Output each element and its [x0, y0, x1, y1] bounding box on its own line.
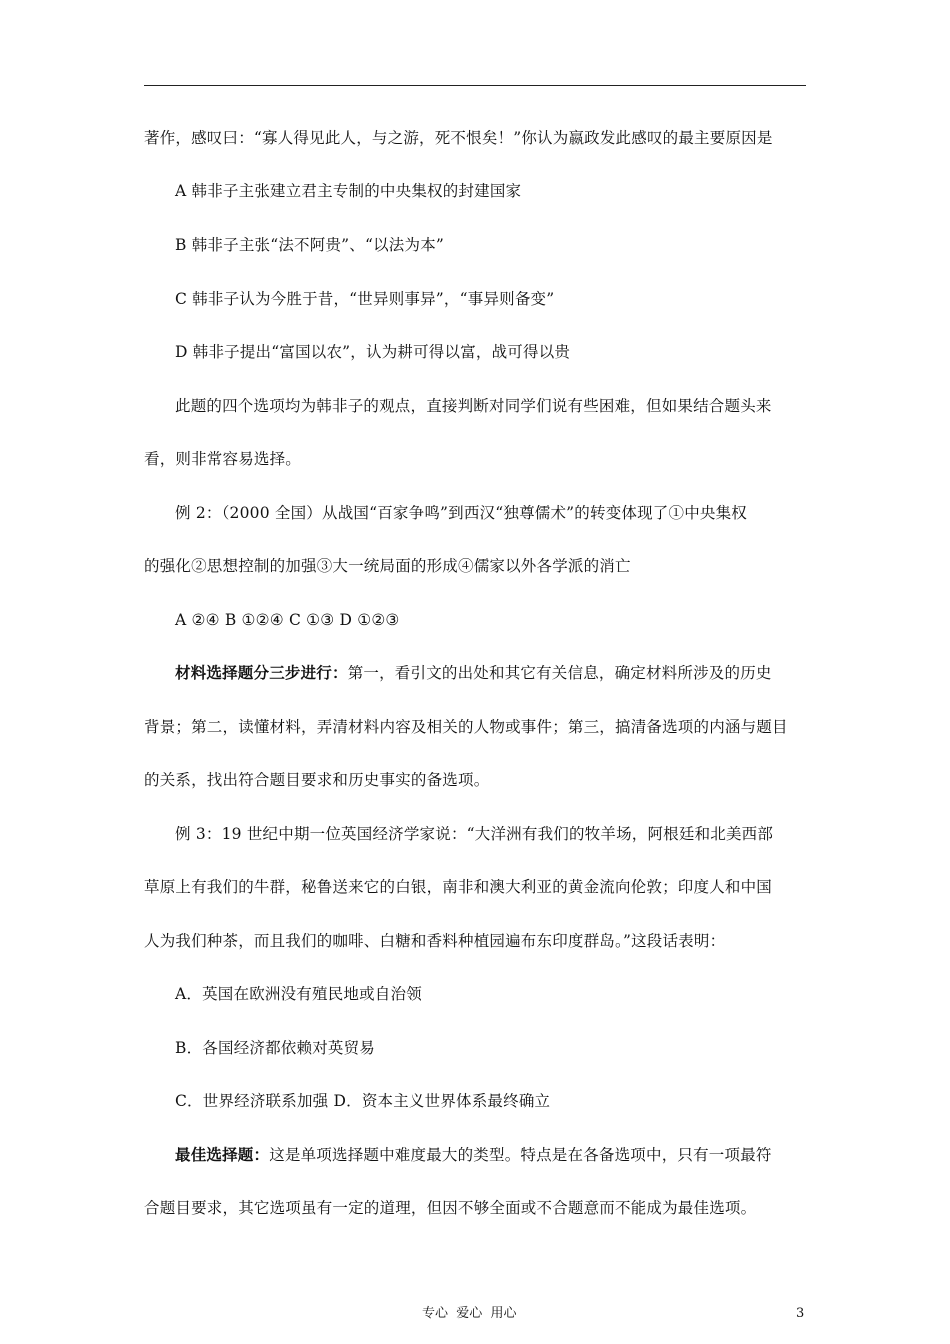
page-number: 3	[796, 1306, 805, 1321]
option-c: C 韩非子认为今胜于昔，“世异则事异”，“事异则备变”	[175, 290, 555, 308]
material-paragraph-line: 的关系，找出符合题目要求和历史事实的备选项。	[144, 771, 490, 789]
best-paragraph-line: 合题目要求，其它选项虽有一定的道理，但因不够全面或不合题意而不能成为最佳选项。	[144, 1199, 757, 1217]
example-3-line: 例 3：19 世纪中期一位英国经济学家说：“大洋洲有我们的牧羊场，阿根廷和北美西部	[175, 825, 774, 843]
option-b: B 韩非子主张“法不阿贵”、“以法为本”	[175, 236, 445, 254]
example-3-option-b: B．各国经济都依赖对英贸易	[175, 1039, 375, 1057]
material-heading: 材料选择题分三步进行：	[175, 663, 348, 682]
example-3-line: 人为我们种茶，而且我们的咖啡、白糖和香料种植园遍布东印度群岛。”这段话表明：	[144, 932, 726, 950]
material-text: 第一，看引文的出处和其它有关信息，确定材料所涉及的历史	[347, 664, 772, 682]
option-a: A 韩非子主张建立君主专制的中央集权的封建国家	[175, 182, 522, 200]
text-line: 看，则非常容易选择。	[144, 450, 302, 468]
example-3-option-cd: C．世界经济联系加强 D．资本主义世界体系最终确立	[175, 1092, 551, 1110]
example-2-options: A ②④ B ①②④ C ①③ D ①②③	[175, 611, 400, 629]
text-line: 著作，感叹曰：“寡人得见此人，与之游，死不恨矣！”你认为嬴政发此感叹的最主要原因是	[144, 129, 773, 147]
material-paragraph-line	[175, 663, 845, 683]
footer-motto: 专心 爱心 用心	[422, 1306, 517, 1321]
text-line: 此题的四个选项均为韩非子的观点，直接判断对同学们说有些困难，但如果结合题头来	[175, 397, 772, 415]
example-2-line: 的强化②思想控制的加强③大一统局面的形成④儒家以外各学派的消亡	[144, 557, 631, 575]
option-d: D 韩非子提出“富国以农”，认为耕可得以富，战可得以贵	[175, 343, 571, 361]
header-rule	[144, 85, 806, 86]
example-3-line: 草原上有我们的牛群，秘鲁送来它的白银，南非和澳大利亚的黄金流向伦敦；印度人和中国	[144, 878, 773, 896]
example-2-line: 例 2：（2000 全国）从战国“百家争鸣”到西汉“独尊儒术”的转变体现了①中央集权	[175, 504, 748, 522]
material-paragraph-line: 背景；第二，读懂材料，弄清材料内容及相关的人物或事件；第三，搞清备选项的内涵与题目	[144, 718, 788, 736]
example-3-option-a: A．英国在欧洲没有殖民地或自治领	[175, 985, 422, 1003]
best-text: 这是单项选择题中难度最大的类型。特点是在各备选项中，只有一项最符	[269, 1146, 772, 1164]
best-heading: 最佳选择题：	[175, 1145, 270, 1164]
best-paragraph-line	[175, 1145, 845, 1165]
